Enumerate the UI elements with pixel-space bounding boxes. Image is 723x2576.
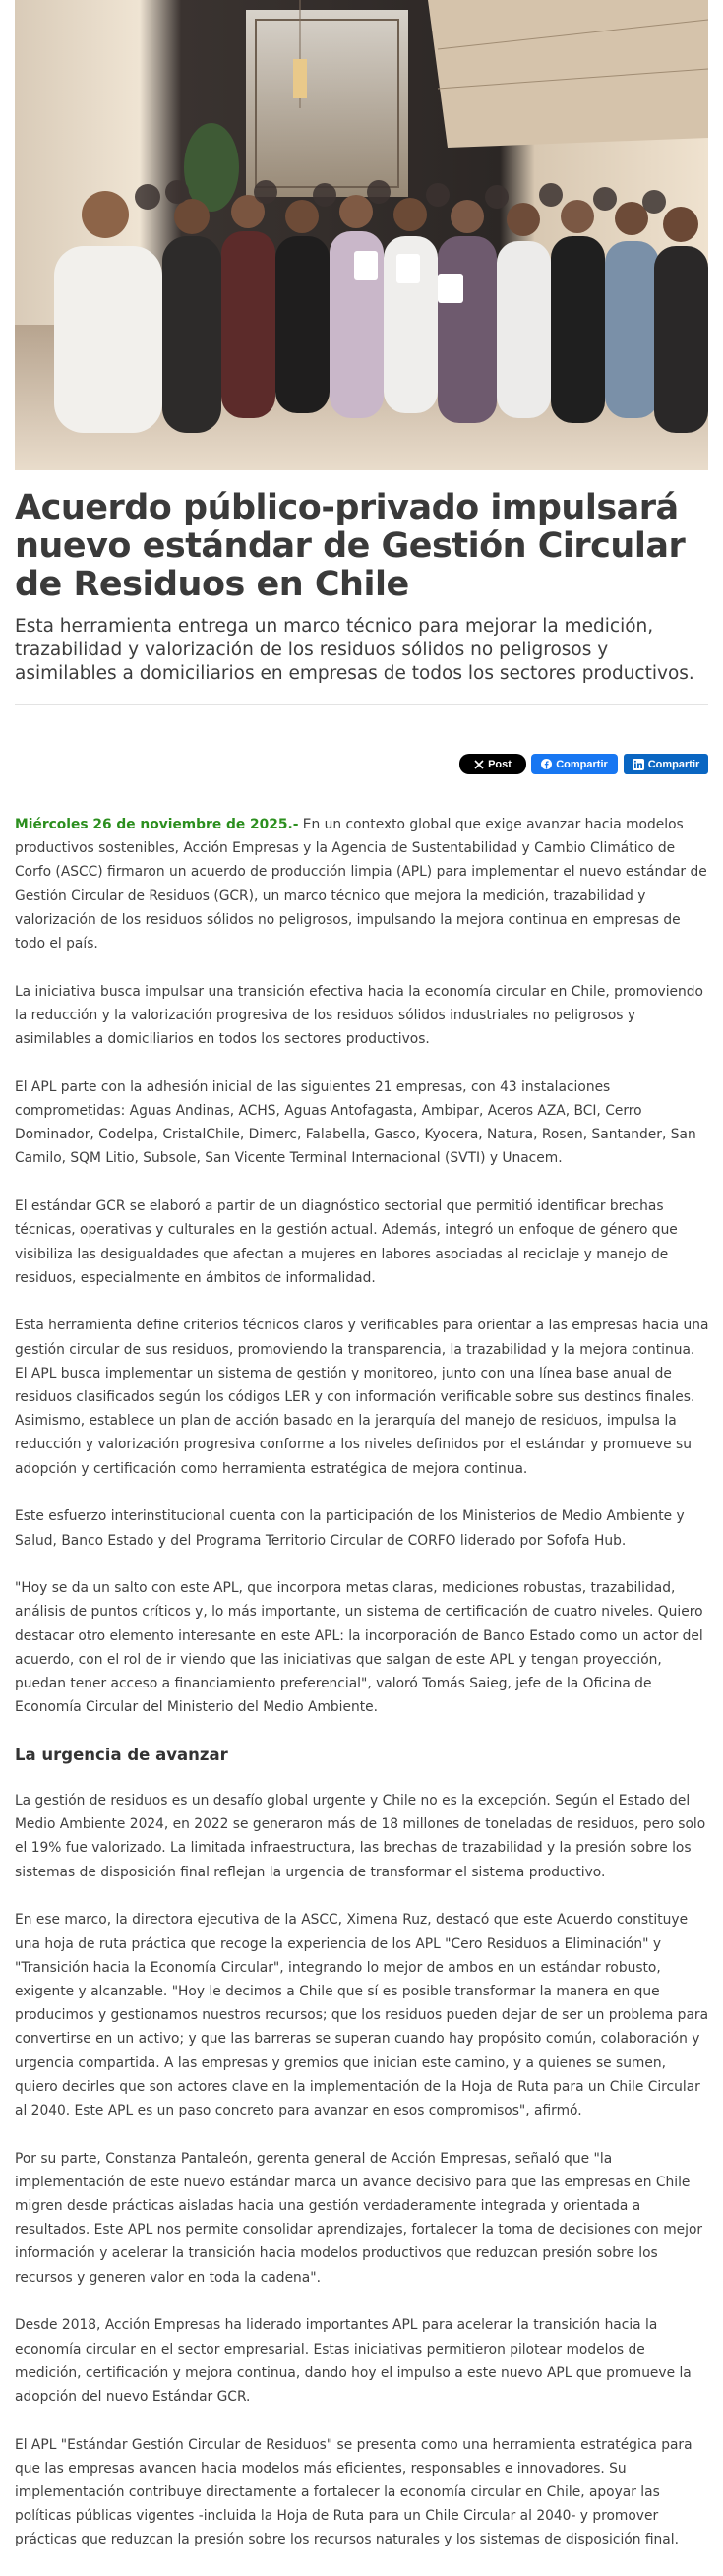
facebook-logo-icon [541, 759, 552, 769]
article-paragraph: Este esfuerzo interinstitucional cuenta con la participación de los Ministerios de Medio Ambiente y Salud, Banco Estado y del Programa Territorio Circular de CORFO liderado por Sofofa Hub. [15, 1508, 685, 1549]
article-body [15, 813, 711, 2576]
section-heading: La urgencia de avanzar [15, 1746, 228, 1764]
article-paragraph: La gestión de residuos es un desafío global urgente y Chile no es la excepción. Según el Estado del Medio Ambiente 2024, en 2022 se generaron más de 18 millones de toneladas de residuos, pero solo el 19% fue valorizado. La limitada infraestructura, las brechas de trazabilidad y la presión sobre los sistemas de disposición final reflejan la urgencia de transformar el sistema productivo. [15, 1793, 706, 1880]
divider [15, 704, 708, 705]
article-paragraph: La iniciativa busca impulsar una transición efectiva hacia la economía circular en Chile, promoviendo la reducción y la valorización progresiva de los residuos sólidos industriales no peligrosos y asimilables a domiciliarios en todos los sectores productivos. [15, 983, 703, 1048]
share-x-label: Post [488, 758, 512, 770]
share-linkedin-button[interactable] [624, 754, 708, 774]
article-quote-paragraph: "Hoy se da un salto con este APL, que incorpora metas claras, mediciones robustas, trazabilidad, análisis de puntos críticos y, lo más importante, un sistema de certificación de cuatro niveles. Quiero destacar otro elemento interesante en este APL: la incorporación de Banco Estado como un actor del acuerdo, con el rol de ir viendo que las iniciativas que salgan de este APL y tengan proyección, puedan tener acceso a financiamiento preferencial", valoró Tomás Saieg, jefe de la Oficina de Economía Circular del Ministerio del Medio Ambiente. [15, 1580, 703, 1716]
share-facebook-button[interactable] [531, 754, 618, 774]
linkedin-logo-icon [633, 759, 644, 770]
article-paragraph: Por su parte, Constanza Pantaleón, gerenta general de Acción Empresas, señaló que "la implementación de este nuevo estándar marca un avance decisivo para que las empresas en Chile migren desde prácticas aisladas hacia una gestión verdaderamente integrada y orientada a resultados. Este APL nos permite consolidar aprendizajes, fortalecer la toma de decisiones con mejor información y acelerar la transición hacia modelos productivos que reduzcan presión sobre los recursos y generen valor en toda la cadena". [15, 2150, 703, 2286]
article-paragraph: El APL parte con la adhesión inicial de las siguientes 21 empresas, con 43 instalaciones comprometidas: Aguas Andinas, ACHS, Aguas Antofagasta, Ambipar, Aceros AZA, BCI, Cerro Dominador, Codelpa, CristalChile, Dimerc, Falabella, Gasco, Kyocera, Natura, Rosen, Santander, San Camilo, SQM Litio, Subsole, San Vicente Terminal Internacional (SVTI) y Unacem. [15, 1078, 696, 1167]
share-facebook-label: Compartir [556, 758, 608, 770]
article-headline: Acuerdo público-privado impulsará nuevo estándar de Gestión Circular de Residuos en Chile [15, 488, 686, 604]
article-paragraph: Esta herramienta define criterios técnicos claros y verificables para orientar a las empresas hacia una gestión circular de sus residuos, promoviendo la transparencia, la trazabilidad y la mejora continua. El APL busca implementar un sistema de gestión y monitoreo, junto con una línea base anual de residuos clasificados según los códigos LER y con información verificable sobre sus destinos finales. Asimismo, establece un plan de acción basado en la jerarquía del manejo de residuos, impulsa la reducción y valorización progresiva conforme a los niveles definidos por el estándar y promueve su adopción y certificación como herramienta estratégica de mejora continua. [15, 1318, 709, 1477]
article-date: Miércoles 26 de noviembre de 2025.- [15, 817, 299, 832]
share-linkedin-label: Compartir [647, 758, 700, 770]
hero-photo [15, 0, 708, 470]
article-subheadline: Esta herramienta entrega un marco técnico para mejorar la medición, trazabilidad y valorización de los residuos sólidos no peligrosos y asimilables a domiciliarios en empresas de todos los sectores productivos. [15, 616, 694, 684]
article-lead-paragraph [15, 813, 711, 955]
article-paragraph: El APL "Estándar Gestión Circular de Residuos" se presenta como una herramienta estratégica para que las empresas avancen hacia modelos más eficientes, responsables e innovadores. Su implementación contribuye directamente a fortalecer la economía circular en Chile, apoyar las políticas públicas vigentes -incluida la Hoja de Ruta para un Chile Circular al 2040- y promover prácticas que reduzcan la presión sobre los recursos naturales y los sistemas de disposición final. [15, 2436, 693, 2548]
share-x-button[interactable] [459, 754, 526, 774]
article-paragraph: En ese marco, la directora ejecutiva de la ASCC, Ximena Ruz, destacó que este Acuerdo constituye una hoja de ruta práctica que recoge la experiencia de los APL "Cero Residuos a Eliminación" y "Transición hacia la Economía Circular", integrando lo mejor de ambos en un estándar robusto, exigente y alcanzable. "Hoy le decimos a Chile que sí es posible transformar la manera en que producimos y gestionamos nuestros recursos; que los residuos pueden dejar de ser un problema para convertirse en un activo; y que las barreras se superan cuando hay propósito común, colaboración y urgencia compartida. A las empresas y gremios que inician este camino, y a quienes se sumen, quiero decirles que son actores clave en la implementación de la Hoja de Ruta para un Chile Circular al 2040. Este APL es un paso concreto para avanzar en esos compromisos", afirmó. [15, 1912, 709, 2118]
article-paragraph: Desde 2018, Acción Empresas ha liderado importantes APL para acelerar la transición hacia la economía circular en el sector empresarial. Estas iniciativas permitieron pilotear modelos de medición, certificación y mejora continua, dando hoy el impulso a este nuevo APL que promueve la adopción del nuevo Estándar GCR. [15, 2317, 692, 2405]
article-paragraph: El estándar GCR se elaboró a partir de un diagnóstico sectorial que permitió identificar brechas técnicas, operativas y culturales en la gestión actual. Además, integró un enfoque de género que visibiliza las desigualdades que afectan a mujeres en labores asociadas al reciclaje y manejo de residuos, especialmente en ámbitos de informalidad. [15, 1198, 678, 1286]
article-lead-text: En un contexto global que exige avanzar hacia modelos productivos sostenibles, Acción Empresas y la Agencia de Sustentabilidad y Cambio Climático de Corfo (ASCC) firmaron un acuerdo de producción limpia (APL) para implementar el nuevo estándar de Gestión Circular de Residuos (GCR), un marco técnico que mejora la medición, trazabilidad y valorización de los residuos sólidos no peligrosos, impulsando la mejora continua en empresas de todo el país. [15, 817, 707, 952]
x-logo-icon [474, 760, 484, 769]
